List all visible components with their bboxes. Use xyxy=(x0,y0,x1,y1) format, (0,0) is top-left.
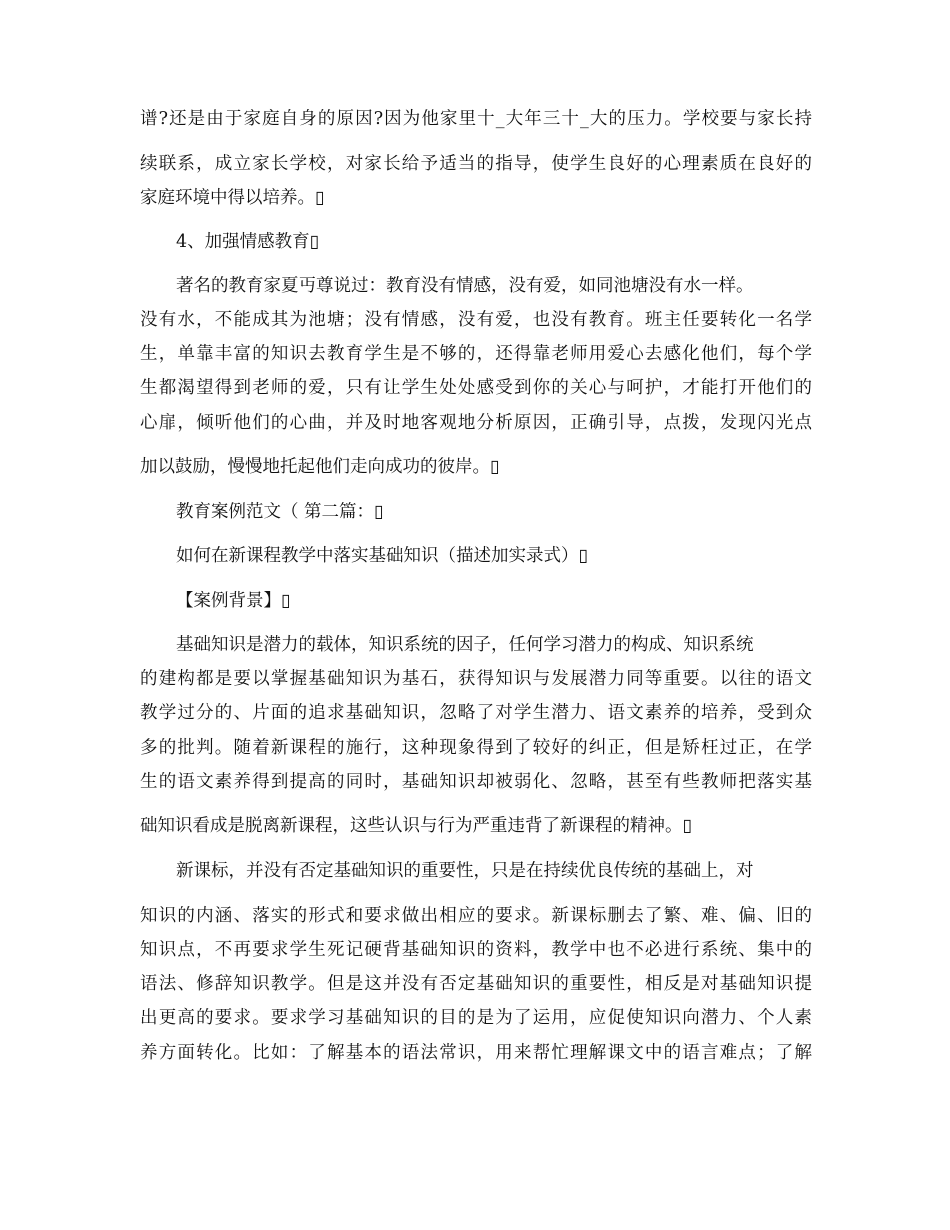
section-heading: 【案例背景】▯ xyxy=(176,591,291,611)
text-line: 加以鼓励，慢慢地托起他们走向成功的彼岸。▯ xyxy=(140,457,500,477)
section-heading: 4、加强情感教育▯ xyxy=(176,232,320,252)
text-line: 生的语文素养得到提高的同时，基础知识却被弱化、忽略，甚至有些教师把落实基 xyxy=(140,772,812,792)
text-line: 心扉，倾听他们的心曲，并及时地客观地分析原因，正确引导，点拨，发现闪光点 xyxy=(140,413,812,433)
text-line: 新课标，并没有否定基础知识的重要性，只是在持续优良传统的基础上，对 xyxy=(176,861,754,881)
text-line: 没有水，不能成其为池塘；没有情感，没有爱，也没有教育。班主任要转化一名学 xyxy=(140,310,812,330)
text-line: 多的批判。随着新课程的施行，这种现象得到了较好的纠正，但是矫枉过正，在学 xyxy=(140,738,812,758)
text-line: 谱?还是由于家庭自身的原因?因为他家里十_大年三十_大的压力。学校要与家长持 xyxy=(140,109,812,129)
text-line: 知识点，不再要求学生死记硬背基础知识的资料，教学中也不必进行系统、集中的 xyxy=(140,940,812,960)
text-line: 续联系，成立家长学校，对家长给予适当的指导，使学生良好的心理素质在良好的 xyxy=(140,154,812,174)
text-line: 知识的内涵、落实的形式和要求做出相应的要求。新课标删去了繁、难、偏、旧的 xyxy=(140,906,812,926)
text-line: 出更高的要求。要求学习基础知识的目的是为了运用，应促使知识向潜力、个人素 xyxy=(140,1008,812,1028)
text-line: 教学过分的、片面的追求基础知识，忽略了对学生潜力、语文素养的培养，受到众 xyxy=(140,703,812,723)
text-line: 养方面转化。比如：了解基本的语法常识，用来帮忙理解课文中的语言难点；了解 xyxy=(140,1043,812,1063)
text-line: 生都渴望得到老师的爱，只有让学生处处感受到你的关心与呵护，才能打开他们的 xyxy=(140,378,812,398)
text-line: 基础知识是潜力的载体，知识系统的因子，任何学习潜力的构成、知识系统 xyxy=(176,635,754,655)
case-title: 如何在新课程教学中落实基础知识（描述加实录式）▯ xyxy=(176,546,589,566)
text-line: 生，单靠丰富的知识去教育学生是不够的，还得靠老师用爱心去感化他们，每个学 xyxy=(140,344,812,364)
text-line: 家庭环境中得以培养。▯ xyxy=(140,188,325,208)
text-line: 著名的教育家夏丏尊说过：教育没有情感，没有爱，如同池塘没有水一样。 xyxy=(176,276,754,296)
text-line: 语法、修辞知识教学。但是这并没有否定基础知识的重要性，相反是对基础知识提 xyxy=(140,974,812,994)
text-line: 的建构都是要以掌握基础知识为基石，获得知识与发展潜力同等重要。以往的语文 xyxy=(140,669,812,689)
text-line: 础知识看成是脱离新课程，这些认识与行为严重违背了新课程的精神。▯ xyxy=(140,816,693,836)
section-heading: 教育案例范文（ 第二篇：▯ xyxy=(176,502,384,522)
